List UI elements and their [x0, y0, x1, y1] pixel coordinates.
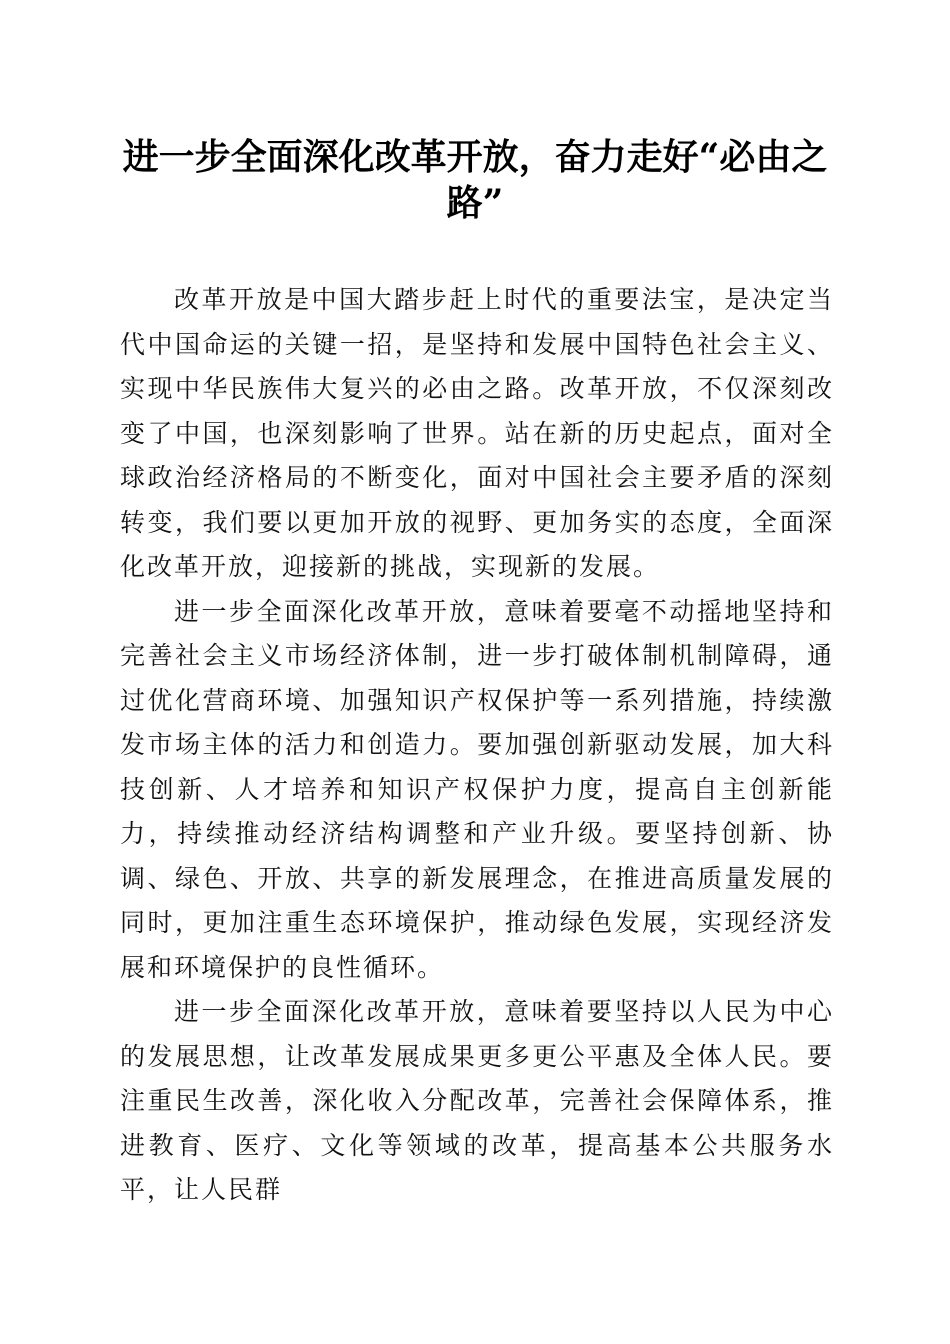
document-title: 进一步全面深化改革开放，奋力走好“必由之路” [122, 136, 828, 224]
paragraph-1: 改革开放是中国大踏步赶上时代的重要法宝，是决定当代中国命运的关键一招，是坚持和发展中国特色社会主义、实现中华民族伟大复兴的必由之路。改革开放，不仅深刻改变了中国，也深刻影响了世界。站在新的历史起点，面对全球政治经济格局的不断变化，面对中国社会主要矛盾的深刻转变，我们要以更加开放的视野、更加务实的态度，全面深化改革开放，迎接新的挑战，实现新的发展。 [120, 285, 834, 581]
paragraph-2: 进一步全面深化改革开放，意味着要毫不动摇地坚持和完善社会主义市场经济体制，进一步打破体制机制障碍，通过优化营商环境、加强知识产权保护等一系列措施，持续激发市场主体的活力和创造力。要加强创新驱动发展，加大科技创新、人才培养和知识产权保护力度，提高自主创新能力，持续推动经济结构调整和产业升级。要坚持创新、协调、绿色、开放、共享的新发展理念，在推进高质量发展的同时，更加注重生态环境保护，推动绿色发展，实现经济发展和环境保护的良性循环。 [120, 596, 834, 982]
document-body [120, 278, 834, 1213]
paragraph-3: 进一步全面深化改革开放，意味着要坚持以人民为中心的发展思想，让改革发展成果更多更公平惠及全体人民。要注重民生改善，深化收入分配改革，完善社会保障体系，推进教育、医疗、文化等领域的改革，提高基本公共服务水平，让人民群 [120, 997, 834, 1204]
